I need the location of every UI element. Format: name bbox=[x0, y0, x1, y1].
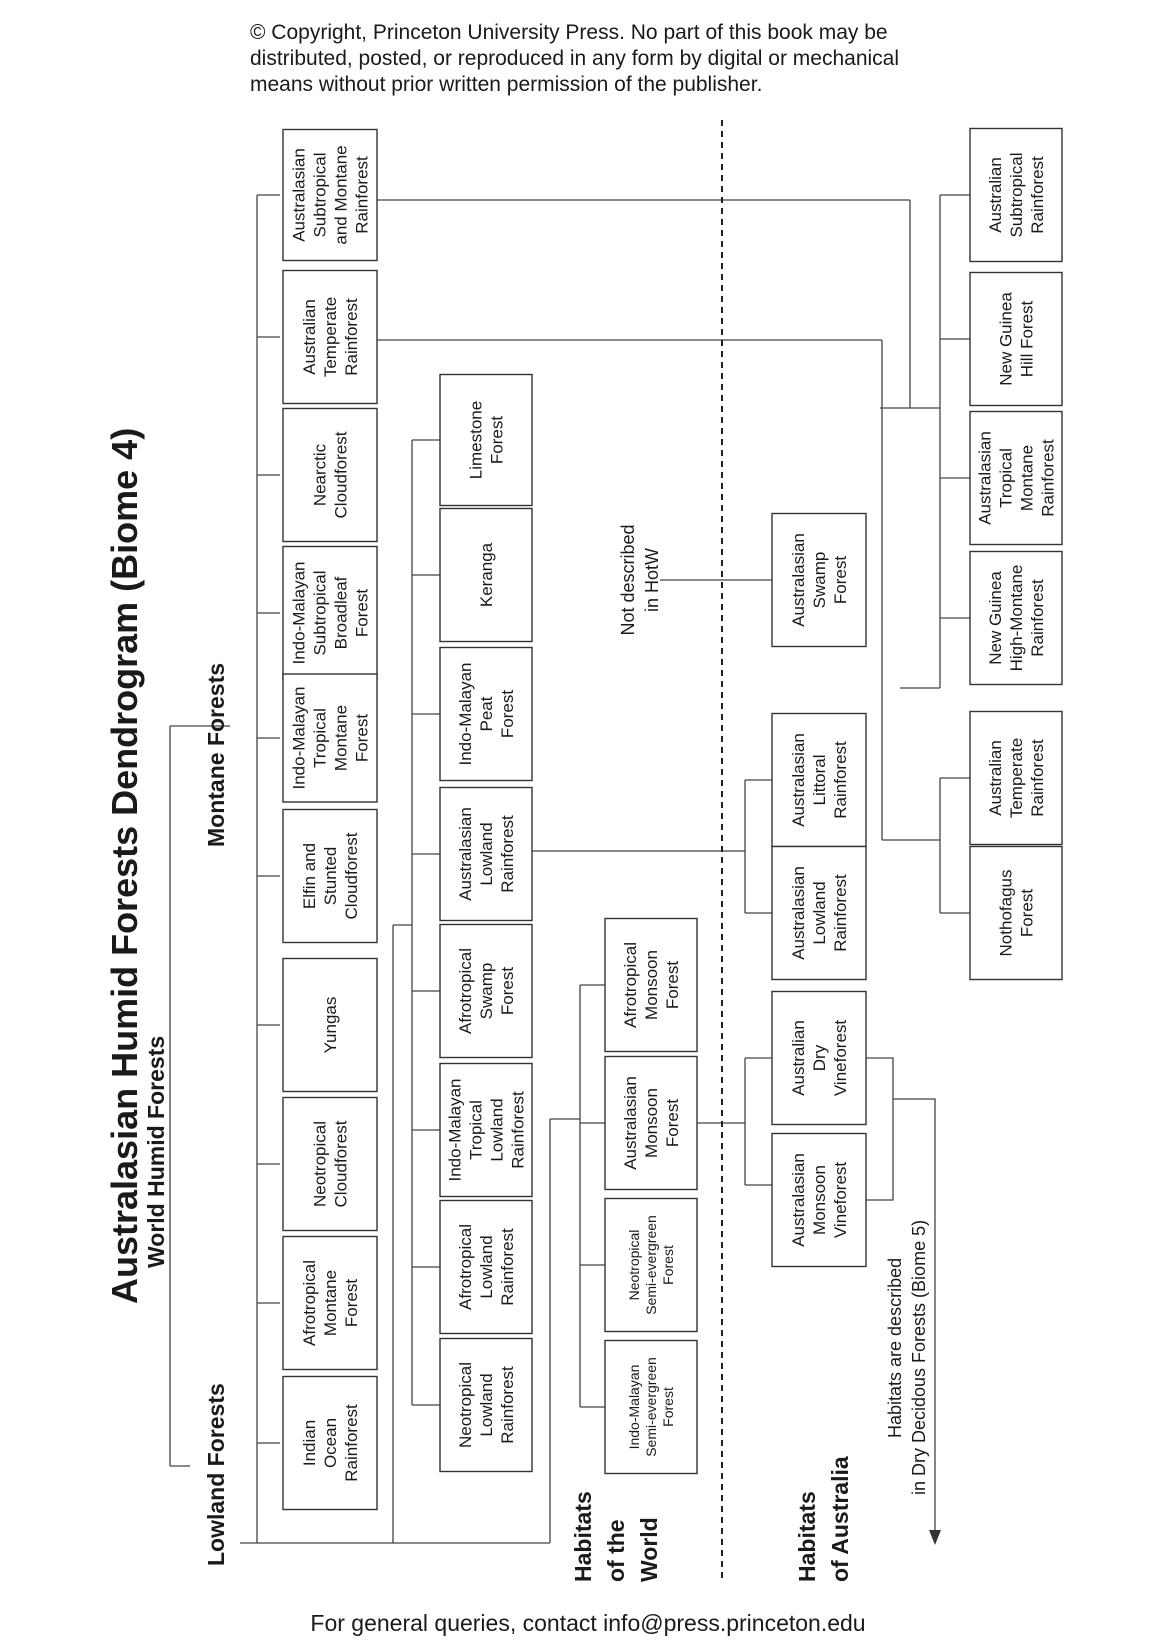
habitat-box-label-line: Littoral bbox=[810, 754, 829, 806]
habitat-box-label-line: Rainforest bbox=[342, 298, 361, 376]
habitat-box-label-line: Forest bbox=[342, 1278, 361, 1328]
habitat-box-australian-dry-vineforest bbox=[772, 992, 866, 1125]
habitat-box-label-line: Keranga bbox=[477, 542, 496, 608]
habitat-box-label-line: Australasian bbox=[456, 807, 475, 901]
habitat-box-label-line: Rainforest bbox=[352, 156, 372, 234]
habitat-box-label-line: Australasian bbox=[789, 733, 808, 827]
habitat-box-label-line: Indo-Malayan bbox=[445, 1078, 465, 1182]
section-label-australia bbox=[794, 1456, 853, 1582]
habitat-box-label-line: Swamp bbox=[477, 962, 496, 1020]
habitat-box-indo-malayan-tropical-montane-forest bbox=[283, 674, 377, 802]
habitat-box-label-line: Rainforest bbox=[342, 1404, 361, 1482]
habitat-box-indo-malayan-tropical-lowland-rainforest bbox=[440, 1064, 532, 1197]
habitat-box-label-line: Indo-Malayan bbox=[456, 662, 475, 766]
habitat-box-frame bbox=[440, 375, 532, 506]
habitat-box-label-line: Lowland bbox=[810, 881, 829, 945]
habitat-box-label-line: Rainforest bbox=[498, 1366, 517, 1444]
habitat-box-label-line: New Guinea bbox=[986, 571, 1005, 665]
habitat-box-label-line: Montane bbox=[331, 704, 351, 772]
habitat-box-label-line: Lowland bbox=[477, 1235, 496, 1299]
habitat-box-label-line: Forest bbox=[663, 960, 682, 1010]
diagram-title: Australasian Humid Forests Dendrogram (Biome 4) bbox=[104, 427, 145, 1304]
habitat-box-frame bbox=[283, 1098, 377, 1231]
habitat-box-label-line: Tropical bbox=[310, 708, 330, 768]
habitat-box-label-line: Elfin and bbox=[300, 842, 319, 910]
habitat-box-label-line: Dry bbox=[810, 1044, 829, 1072]
habitat-box-indo-malayan-semi-evergreen-forest bbox=[605, 1341, 697, 1474]
habitat-box-label-line: Yungas bbox=[321, 996, 340, 1054]
habitat-box-label-line: Forest bbox=[352, 588, 372, 638]
habitat-box-label-line: Tropical bbox=[996, 448, 1016, 508]
habitat-box-label-line: Semi-evergreen bbox=[643, 1215, 659, 1315]
habitat-box-label-line: Forest bbox=[660, 1387, 676, 1427]
habitat-boxes bbox=[283, 129, 1062, 1510]
habitat-box-label-line: Australasian bbox=[789, 533, 808, 627]
habitat-box-label-line: Indo-Malayan bbox=[289, 561, 309, 665]
habitat-box-label-line: Peat bbox=[477, 696, 496, 732]
heading-montane-forests: Montane Forests bbox=[203, 662, 229, 847]
habitat-box-label-line: Nearctic bbox=[310, 443, 330, 507]
habitat-box-label-line: Hill Forest bbox=[1017, 300, 1037, 378]
copyright-line-1: © Copyright, Princeton University Press. No part of this book may be bbox=[250, 21, 888, 44]
habitat-box-label-line: Swamp bbox=[810, 551, 829, 609]
habitat-box-label-line: Afrotropical bbox=[300, 1260, 319, 1346]
habitat-box-neotropical-lowland-rainforest bbox=[440, 1339, 532, 1472]
habitat-box-label-line: Afrotropical bbox=[456, 1224, 475, 1310]
habitat-box-label-line: Neotropical bbox=[626, 1229, 642, 1301]
copyright-line-2: distributed, posted, or reproduced in any form by digital or mechanical bbox=[250, 47, 900, 70]
habitat-box-label-line: New Guinea bbox=[996, 292, 1016, 386]
habitat-box-label-line: Indian bbox=[300, 1419, 319, 1467]
svg-text:of the: of the bbox=[603, 1519, 629, 1582]
habitat-box-label-line: Monsoon bbox=[642, 1088, 661, 1158]
habitat-box-label-line: Australasian bbox=[621, 1076, 640, 1170]
section-label-world bbox=[570, 1491, 662, 1582]
habitat-box-label-line: Lowland bbox=[477, 1373, 496, 1437]
habitat-box-keranga bbox=[440, 509, 532, 642]
habitat-box-indo-malayan-peat-forest bbox=[440, 648, 532, 781]
habitat-box-label-line: Nothofagus bbox=[996, 869, 1016, 957]
habitat-box-label-line: Australian bbox=[986, 157, 1005, 233]
habitat-box-frame bbox=[970, 273, 1062, 406]
habitat-box-label-line: Cloudforest bbox=[331, 431, 351, 519]
habitat-box-label-line: Semi-evergreen bbox=[643, 1357, 659, 1457]
habitat-box-afrotropical-swamp-forest bbox=[440, 925, 532, 1058]
habitat-box-label-line: Montane bbox=[1017, 444, 1037, 512]
habitat-box-label-line: Forest bbox=[831, 555, 850, 605]
habitat-box-label-line: Rainforest bbox=[1028, 739, 1047, 817]
habitat-box-label-line: Afrotropical bbox=[621, 942, 640, 1028]
habitat-box-new-guinea-hill-forest bbox=[970, 273, 1062, 406]
habitat-box-neotropical-semi-evergreen-forest bbox=[605, 1199, 697, 1332]
habitat-box-nearctic-cloudforest bbox=[283, 409, 377, 542]
habitat-box-label-line: High-Montane bbox=[1007, 564, 1026, 672]
habitat-box-afrotropical-montane-forest bbox=[283, 1237, 377, 1370]
habitat-box-australasian-swamp-forest bbox=[772, 514, 866, 647]
note-not-described bbox=[618, 524, 662, 635]
habitat-box-label-line: Vineforest bbox=[831, 1161, 850, 1239]
habitat-box-label-line: Monsoon bbox=[810, 1165, 829, 1235]
habitat-box-australasian-lowland-rainforest bbox=[440, 788, 532, 921]
habitat-box-label-line: Neotropical bbox=[456, 1362, 475, 1448]
habitat-box-label-line: Stunted bbox=[321, 846, 340, 906]
habitat-box-afrotropical-monsoon-forest bbox=[605, 919, 697, 1052]
habitat-box-elfin-and-stunted-cloudforest bbox=[283, 810, 377, 943]
habitat-box-label-line: Subtropical bbox=[310, 152, 330, 238]
habitat-box-label-line: Vineforest bbox=[831, 1019, 850, 1097]
habitat-box-label-line: Australasian bbox=[789, 1153, 808, 1247]
svg-text:Habitats: Habitats bbox=[570, 1491, 596, 1582]
habitat-box-australasian-monsoon-vineforest bbox=[772, 1134, 866, 1267]
footer-contact: For general queries, contact info@press.princeton.edu bbox=[310, 1610, 866, 1636]
habitat-box-label-line: Australasian bbox=[975, 431, 995, 525]
note-dry-deciduous bbox=[885, 1220, 929, 1495]
habitat-box-label-line: Rainforest bbox=[1038, 439, 1058, 517]
habitat-box-label-line: Forest bbox=[487, 415, 507, 465]
habitat-box-neotropical-cloudforest bbox=[283, 1098, 377, 1231]
habitat-box-frame bbox=[283, 409, 377, 542]
habitat-box-label-line: Afrotropical bbox=[456, 948, 475, 1034]
habitat-box-label-line: Australian bbox=[986, 740, 1005, 816]
svg-text:in HotW: in HotW bbox=[642, 547, 662, 613]
habitat-box-label-line: Lowland bbox=[487, 1098, 507, 1162]
habitat-box-label-line: Ocean bbox=[321, 1417, 340, 1469]
habitat-box-new-guinea-high-montane-rainforest bbox=[970, 552, 1062, 685]
habitat-box-label-line: Australian bbox=[300, 299, 319, 375]
habitat-box-label-line: Rainforest bbox=[1028, 156, 1047, 234]
habitat-box-label-line: Temperate bbox=[321, 296, 340, 378]
habitat-box-label-line: Cloudforest bbox=[342, 832, 361, 920]
habitat-box-australasian-lowland-rainforest bbox=[772, 847, 866, 980]
habitat-box-label-line: Broadleaf bbox=[331, 576, 351, 650]
habitat-box-label-line: Forest bbox=[663, 1098, 682, 1148]
habitat-box-australasian-littoral-rainforest bbox=[772, 714, 866, 847]
habitat-box-label-line: Monsoon bbox=[642, 950, 661, 1020]
habitat-box-australian-subtropical-rainforest bbox=[970, 129, 1062, 262]
svg-text:in Dry Decidous Forests (Biome: in Dry Decidous Forests (Biome 5) bbox=[909, 1219, 929, 1495]
habitat-box-australian-temperate-rainforest bbox=[283, 271, 377, 404]
habitat-box-label-line: Rainforest bbox=[831, 741, 850, 819]
habitat-box-label-line: Rainforest bbox=[498, 815, 517, 893]
habitat-box-label-line: Rainforest bbox=[1028, 579, 1047, 657]
habitat-box-limestone-forest bbox=[440, 375, 532, 506]
svg-text:Habitats: Habitats bbox=[794, 1491, 820, 1582]
habitat-box-label-line: Rainforest bbox=[831, 874, 850, 952]
habitat-box-australian-temperate-rainforest bbox=[970, 712, 1062, 845]
habitat-box-label-line: Neotropical bbox=[310, 1121, 330, 1207]
heading-lowland-forests: Lowland Forests bbox=[203, 1383, 229, 1566]
habitat-box-label-line: Forest bbox=[1017, 888, 1037, 938]
svg-text:Not described: Not described bbox=[618, 524, 638, 636]
habitat-box-label-line: and Montane bbox=[331, 145, 351, 245]
habitat-box-australasian-subtropical-and-montane-rainforest bbox=[283, 130, 377, 261]
habitat-box-label-line: Temperate bbox=[1007, 737, 1026, 819]
habitat-box-label-line: Cloudforest bbox=[331, 1120, 351, 1208]
habitat-box-indo-malayan-subtropical-broadleaf-forest bbox=[283, 547, 377, 680]
habitat-box-label-line: Forest bbox=[498, 966, 517, 1016]
habitat-box-frame bbox=[970, 847, 1062, 980]
habitat-box-label-line: Forest bbox=[352, 713, 372, 763]
habitat-box-yungas bbox=[283, 959, 377, 1092]
habitat-box-nothofagus-forest bbox=[970, 847, 1062, 980]
svg-text:World: World bbox=[636, 1517, 662, 1582]
habitat-box-label-line: Subtropical bbox=[1007, 152, 1026, 238]
habitat-box-label-line: Indo-Malayan bbox=[289, 686, 309, 790]
habitat-box-label-line: Forest bbox=[660, 1245, 676, 1285]
habitat-box-label-line: Limestone bbox=[466, 400, 486, 480]
habitat-box-label-line: Rainforest bbox=[508, 1091, 528, 1169]
habitat-box-label-line: Indo-Malayan bbox=[626, 1364, 642, 1450]
habitat-box-label-line: Montane bbox=[321, 1269, 340, 1337]
diagram-subtitle: World Humid Forests bbox=[143, 1035, 169, 1268]
habitat-box-label-line: Subtropical bbox=[310, 570, 330, 656]
habitat-box-label-line: Australasian bbox=[789, 866, 808, 960]
habitat-box-label-line: Lowland bbox=[477, 822, 496, 886]
habitat-box-australasian-tropical-montane-rainforest bbox=[970, 412, 1062, 545]
habitat-box-afrotropical-lowland-rainforest bbox=[440, 1201, 532, 1334]
copyright-line-3: means without prior written permission of the publisher. bbox=[250, 73, 763, 96]
habitat-box-label-line: Forest bbox=[498, 689, 517, 739]
habitat-box-label-line: Australian bbox=[789, 1020, 808, 1096]
habitat-box-indian-ocean-rainforest bbox=[283, 1377, 377, 1510]
down-arrow-icon bbox=[929, 1530, 941, 1545]
habitat-box-label-line: Australasian bbox=[289, 148, 309, 242]
svg-text:of Australia: of Australia bbox=[827, 1456, 853, 1582]
habitat-box-australasian-monsoon-forest bbox=[605, 1057, 697, 1190]
habitat-box-label-line: Rainforest bbox=[498, 1228, 517, 1306]
svg-text:Habitats are described: Habitats are described bbox=[885, 1257, 905, 1438]
habitat-box-label-line: Tropical bbox=[466, 1100, 486, 1160]
